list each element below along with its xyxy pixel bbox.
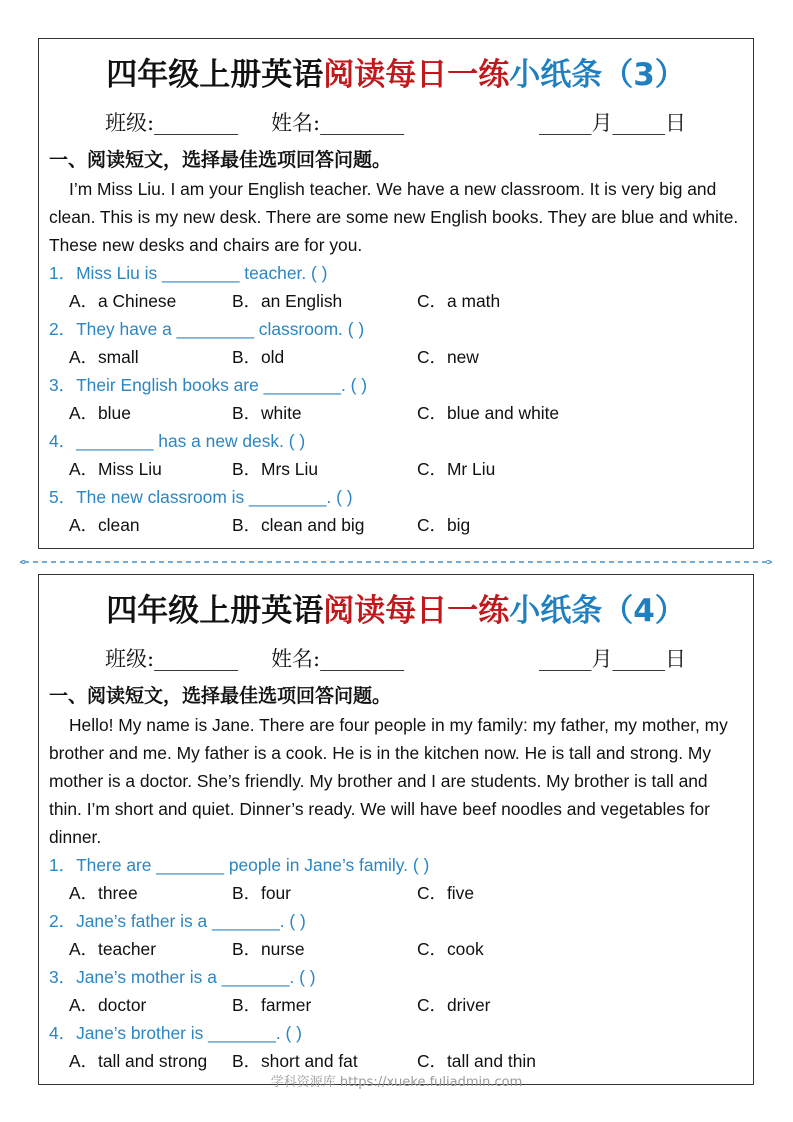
title-note-part: 小纸条（3） — [509, 57, 686, 93]
question-list — [49, 259, 743, 539]
option-c: C．a math — [417, 291, 501, 311]
answer-options — [49, 879, 743, 907]
question-text: 4．________ has a new desk. ( ) — [49, 431, 306, 451]
question-text: 2．Jane’s father is a _______. ( ) — [49, 911, 306, 931]
question-text: 3．Jane’s mother is a _______. ( ) — [49, 967, 316, 987]
section-heading: 一、阅读短文，选择最佳选项回答问题。 — [49, 685, 392, 707]
reading-passage: I’m Miss Liu. I am your English teacher. We have a new classroom. It is very big and clean. This is my new desk. There are some new English books. They are blue and white. These new desks and chairs are for you. — [49, 179, 739, 255]
option-b: B．white — [232, 403, 302, 423]
option-a: A．teacher — [69, 939, 156, 959]
name-field-label: 姓名:________ — [271, 111, 405, 135]
title-grade-part: 四年级上册英语 — [106, 593, 324, 629]
question-item — [49, 315, 743, 371]
question-item — [49, 427, 743, 483]
question-text: 5．The new classroom is ________. ( ) — [49, 487, 353, 507]
worksheet-card-4 — [38, 574, 754, 1085]
option-c: C．five — [417, 883, 475, 903]
question-item — [49, 851, 743, 907]
worksheet-card-3 — [38, 38, 754, 549]
question-text: 1．There are _______ people in Jane’s family. ( ) — [49, 855, 430, 875]
option-a: A．three — [69, 883, 138, 903]
title-note-part: 小纸条（4） — [509, 593, 686, 629]
option-c: C．blue and white — [417, 403, 560, 423]
question-text: 3．Their English books are ________. ( ) — [49, 375, 368, 395]
answer-options — [49, 455, 743, 483]
option-a: A．Miss Liu — [69, 459, 162, 479]
student-info-row — [105, 643, 697, 673]
option-c: C．big — [417, 515, 471, 535]
cut-line-divider — [20, 560, 772, 564]
answer-options — [49, 511, 743, 539]
question-text: 4．Jane’s brother is _______. ( ) — [49, 1023, 302, 1043]
date-field-label: _____月_____日 — [539, 111, 686, 135]
source-watermark: 学科资源库 https://xueke.fuliadmin.com — [270, 1075, 523, 1090]
class-field-label: 班级:________ — [105, 111, 239, 135]
option-a: A．doctor — [69, 995, 147, 1015]
option-c: C．cook — [417, 939, 484, 959]
option-b: B．nurse — [232, 939, 305, 959]
question-item — [49, 907, 743, 963]
option-a: A．small — [69, 347, 139, 367]
option-a: A．blue — [69, 403, 131, 423]
option-a: A．clean — [69, 515, 140, 535]
class-field-label: 班级:________ — [105, 647, 239, 671]
student-info-row — [105, 107, 697, 137]
option-b: B．Mrs Liu — [232, 459, 319, 479]
option-b: B．clean and big — [232, 515, 365, 535]
question-item — [49, 371, 743, 427]
date-field-label: _____月_____日 — [539, 647, 686, 671]
option-b: B．old — [232, 347, 285, 367]
question-item — [49, 1019, 743, 1075]
option-b: B．short and fat — [232, 1051, 358, 1071]
option-a: A．a Chinese — [69, 291, 177, 311]
question-text: 2．They have a ________ classroom. ( ) — [49, 319, 365, 339]
option-a: A．tall and strong — [69, 1051, 208, 1071]
reading-passage: Hello! My name is Jane. There are four people in my family: my father, my mother, my brother and me. My father is a cook. He is in the kitchen now. He is tall and strong. My mother is a doctor. She’s friendly. My brother and I are students. My brother is tall and thin. I’m short and quiet. Dinner’s ready. We will have beef noodles and vegetables for dinner. — [49, 715, 728, 847]
answer-options — [49, 343, 743, 371]
worksheet-title — [39, 49, 753, 94]
option-b: B．four — [232, 883, 291, 903]
question-item — [49, 483, 743, 539]
option-c: C．new — [417, 347, 479, 367]
question-list — [49, 851, 743, 1075]
option-b: B．an English — [232, 291, 343, 311]
worksheet-title — [39, 585, 753, 630]
question-item — [49, 259, 743, 315]
answer-options — [49, 991, 743, 1019]
title-practice-part: 阅读每日一练 — [323, 57, 510, 93]
option-c: C．Mr Liu — [417, 459, 496, 479]
name-field-label: 姓名:________ — [271, 647, 405, 671]
answer-options — [49, 399, 743, 427]
option-c: C．tall and thin — [417, 1051, 536, 1071]
question-text: 1．Miss Liu is ________ teacher. ( ) — [49, 263, 328, 283]
question-item — [49, 963, 743, 1019]
answer-options — [49, 287, 743, 315]
title-practice-part: 阅读每日一练 — [323, 593, 510, 629]
option-b: B．farmer — [232, 995, 312, 1015]
section-heading: 一、阅读短文，选择最佳选项回答问题。 — [49, 149, 392, 171]
title-grade-part: 四年级上册英语 — [106, 57, 324, 93]
answer-options — [49, 935, 743, 963]
option-c: C．driver — [417, 995, 491, 1015]
